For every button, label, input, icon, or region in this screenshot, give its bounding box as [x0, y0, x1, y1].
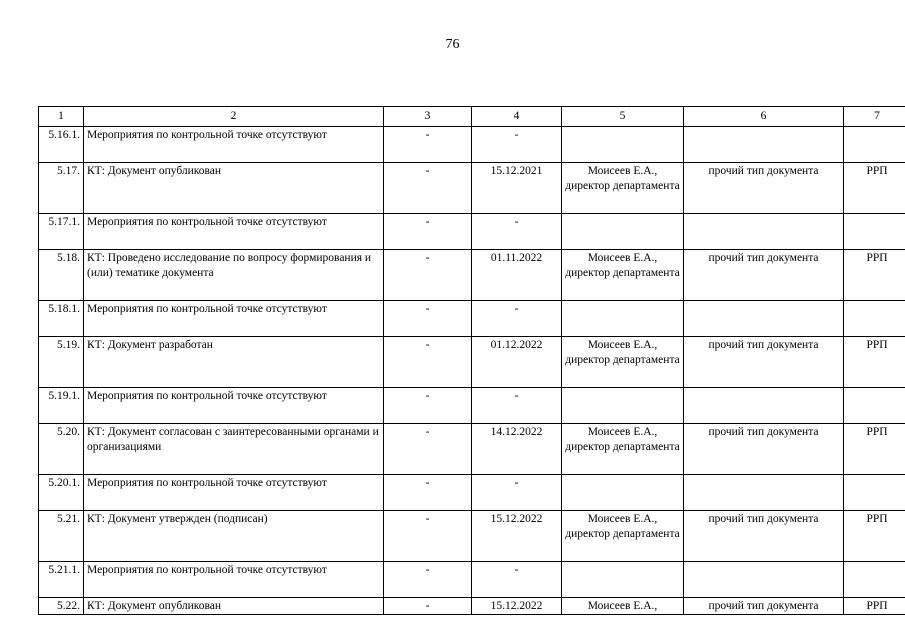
item-name-cell: Мероприятия по контрольной точке отсутствуют: [84, 301, 384, 337]
col3-cell: -: [384, 475, 472, 511]
date-cell: 14.12.2022: [472, 424, 562, 475]
item-name-cell: Мероприятия по контрольной точке отсутствуют: [84, 475, 384, 511]
responsible-cell: [562, 562, 684, 598]
table-body: [39, 127, 905, 615]
col3-cell: -: [384, 511, 472, 562]
col3-cell: -: [384, 163, 472, 214]
col7-cell: РРП: [844, 424, 905, 475]
responsible-cell: Моисеев Е.А., директор департамента: [562, 511, 684, 562]
table-row: [39, 562, 905, 598]
responsible-cell: [562, 388, 684, 424]
table-row: [39, 475, 905, 511]
table-row: [39, 127, 905, 163]
table-row: [39, 250, 905, 301]
document-type-cell: [684, 562, 844, 598]
col3-cell: -: [384, 250, 472, 301]
responsible-cell: [562, 301, 684, 337]
item-name-cell: КТ: Документ разработан: [84, 337, 384, 388]
document-type-cell: [684, 127, 844, 163]
column-header: 4: [472, 107, 562, 127]
table-row: [39, 214, 905, 250]
col3-cell: -: [384, 424, 472, 475]
col7-cell: [844, 127, 905, 163]
item-name-cell: КТ: Документ опубликован: [84, 163, 384, 214]
col3-cell: -: [384, 301, 472, 337]
table-row: [39, 163, 905, 214]
page-number: 76: [445, 37, 460, 52]
item-name-cell: Мероприятия по контрольной точке отсутствуют: [84, 388, 384, 424]
column-header: 6: [684, 107, 844, 127]
responsible-cell: Моисеев Е.А., директор департамента: [562, 337, 684, 388]
column-header: 3: [384, 107, 472, 127]
item-name-cell: Мероприятия по контрольной точке отсутствуют: [84, 562, 384, 598]
document-type-cell: прочий тип документа: [684, 511, 844, 562]
col7-cell: РРП: [844, 250, 905, 301]
item-number-cell: 5.17.1.: [39, 214, 84, 250]
date-cell: 01.11.2022: [472, 250, 562, 301]
responsible-cell: Моисеев Е.А., директор департамента: [562, 163, 684, 214]
date-cell: 15.12.2022: [472, 511, 562, 562]
responsible-cell: [562, 214, 684, 250]
item-number-cell: 5.20.1.: [39, 475, 84, 511]
item-name-cell: КТ: Документ утвержден (подписан): [84, 511, 384, 562]
date-cell: 15.12.2021: [472, 163, 562, 214]
item-name-cell: Мероприятия по контрольной точке отсутствуют: [84, 127, 384, 163]
column-header: 7: [844, 107, 905, 127]
column-header: 2: [84, 107, 384, 127]
item-number-cell: 5.17.: [39, 163, 84, 214]
item-number-cell: 5.21.: [39, 511, 84, 562]
col7-cell: РРП: [844, 511, 905, 562]
item-number-cell: 5.18.1.: [39, 301, 84, 337]
table-row: [39, 598, 905, 615]
responsible-cell: [562, 475, 684, 511]
col7-cell: [844, 562, 905, 598]
col7-cell: [844, 214, 905, 250]
col7-cell: РРП: [844, 163, 905, 214]
item-number-cell: 5.19.: [39, 337, 84, 388]
col7-cell: РРП: [844, 337, 905, 388]
date-cell: 01.12.2022: [472, 337, 562, 388]
document-type-cell: [684, 388, 844, 424]
item-number-cell: 5.20.: [39, 424, 84, 475]
table-row: [39, 337, 905, 388]
column-header: 5: [562, 107, 684, 127]
date-cell: 15.12.2022: [472, 598, 562, 615]
date-cell: -: [472, 562, 562, 598]
responsible-cell: [562, 127, 684, 163]
item-name-cell: Мероприятия по контрольной точке отсутствуют: [84, 214, 384, 250]
plan-table: [38, 106, 905, 615]
col7-cell: РРП: [844, 598, 905, 615]
col3-cell: -: [384, 337, 472, 388]
item-name-cell: КТ: Проведено исследование по вопросу формирования и (или) тематике документа: [84, 250, 384, 301]
table-row: [39, 511, 905, 562]
document-type-cell: [684, 214, 844, 250]
column-header: 1: [39, 107, 84, 127]
date-cell: -: [472, 388, 562, 424]
col3-cell: -: [384, 598, 472, 615]
table-row: [39, 301, 905, 337]
item-number-cell: 5.18.: [39, 250, 84, 301]
col3-cell: -: [384, 214, 472, 250]
col7-cell: [844, 475, 905, 511]
date-cell: -: [472, 475, 562, 511]
document-type-cell: [684, 475, 844, 511]
table-row: [39, 388, 905, 424]
date-cell: -: [472, 301, 562, 337]
item-number-cell: 5.22.: [39, 598, 84, 615]
header-row: [39, 107, 905, 127]
date-cell: -: [472, 127, 562, 163]
col7-cell: [844, 301, 905, 337]
item-number-cell: 5.21.1.: [39, 562, 84, 598]
document-type-cell: прочий тип документа: [684, 163, 844, 214]
responsible-cell: Моисеев Е.А.,: [562, 598, 684, 615]
col3-cell: -: [384, 562, 472, 598]
item-name-cell: КТ: Документ согласован с заинтересованными органами и организациями: [84, 424, 384, 475]
item-name-cell: КТ: Документ опубликован: [84, 598, 384, 615]
col3-cell: -: [384, 388, 472, 424]
responsible-cell: Моисеев Е.А., директор департамента: [562, 424, 684, 475]
document-type-cell: прочий тип документа: [684, 250, 844, 301]
document-type-cell: прочий тип документа: [684, 598, 844, 615]
document-type-cell: прочий тип документа: [684, 424, 844, 475]
col3-cell: -: [384, 127, 472, 163]
document-type-cell: [684, 301, 844, 337]
col7-cell: [844, 388, 905, 424]
table-row: [39, 424, 905, 475]
date-cell: -: [472, 214, 562, 250]
item-number-cell: 5.19.1.: [39, 388, 84, 424]
item-number-cell: 5.16.1.: [39, 127, 84, 163]
responsible-cell: Моисеев Е.А., директор департамента: [562, 250, 684, 301]
document-type-cell: прочий тип документа: [684, 337, 844, 388]
table-header: [39, 107, 905, 127]
